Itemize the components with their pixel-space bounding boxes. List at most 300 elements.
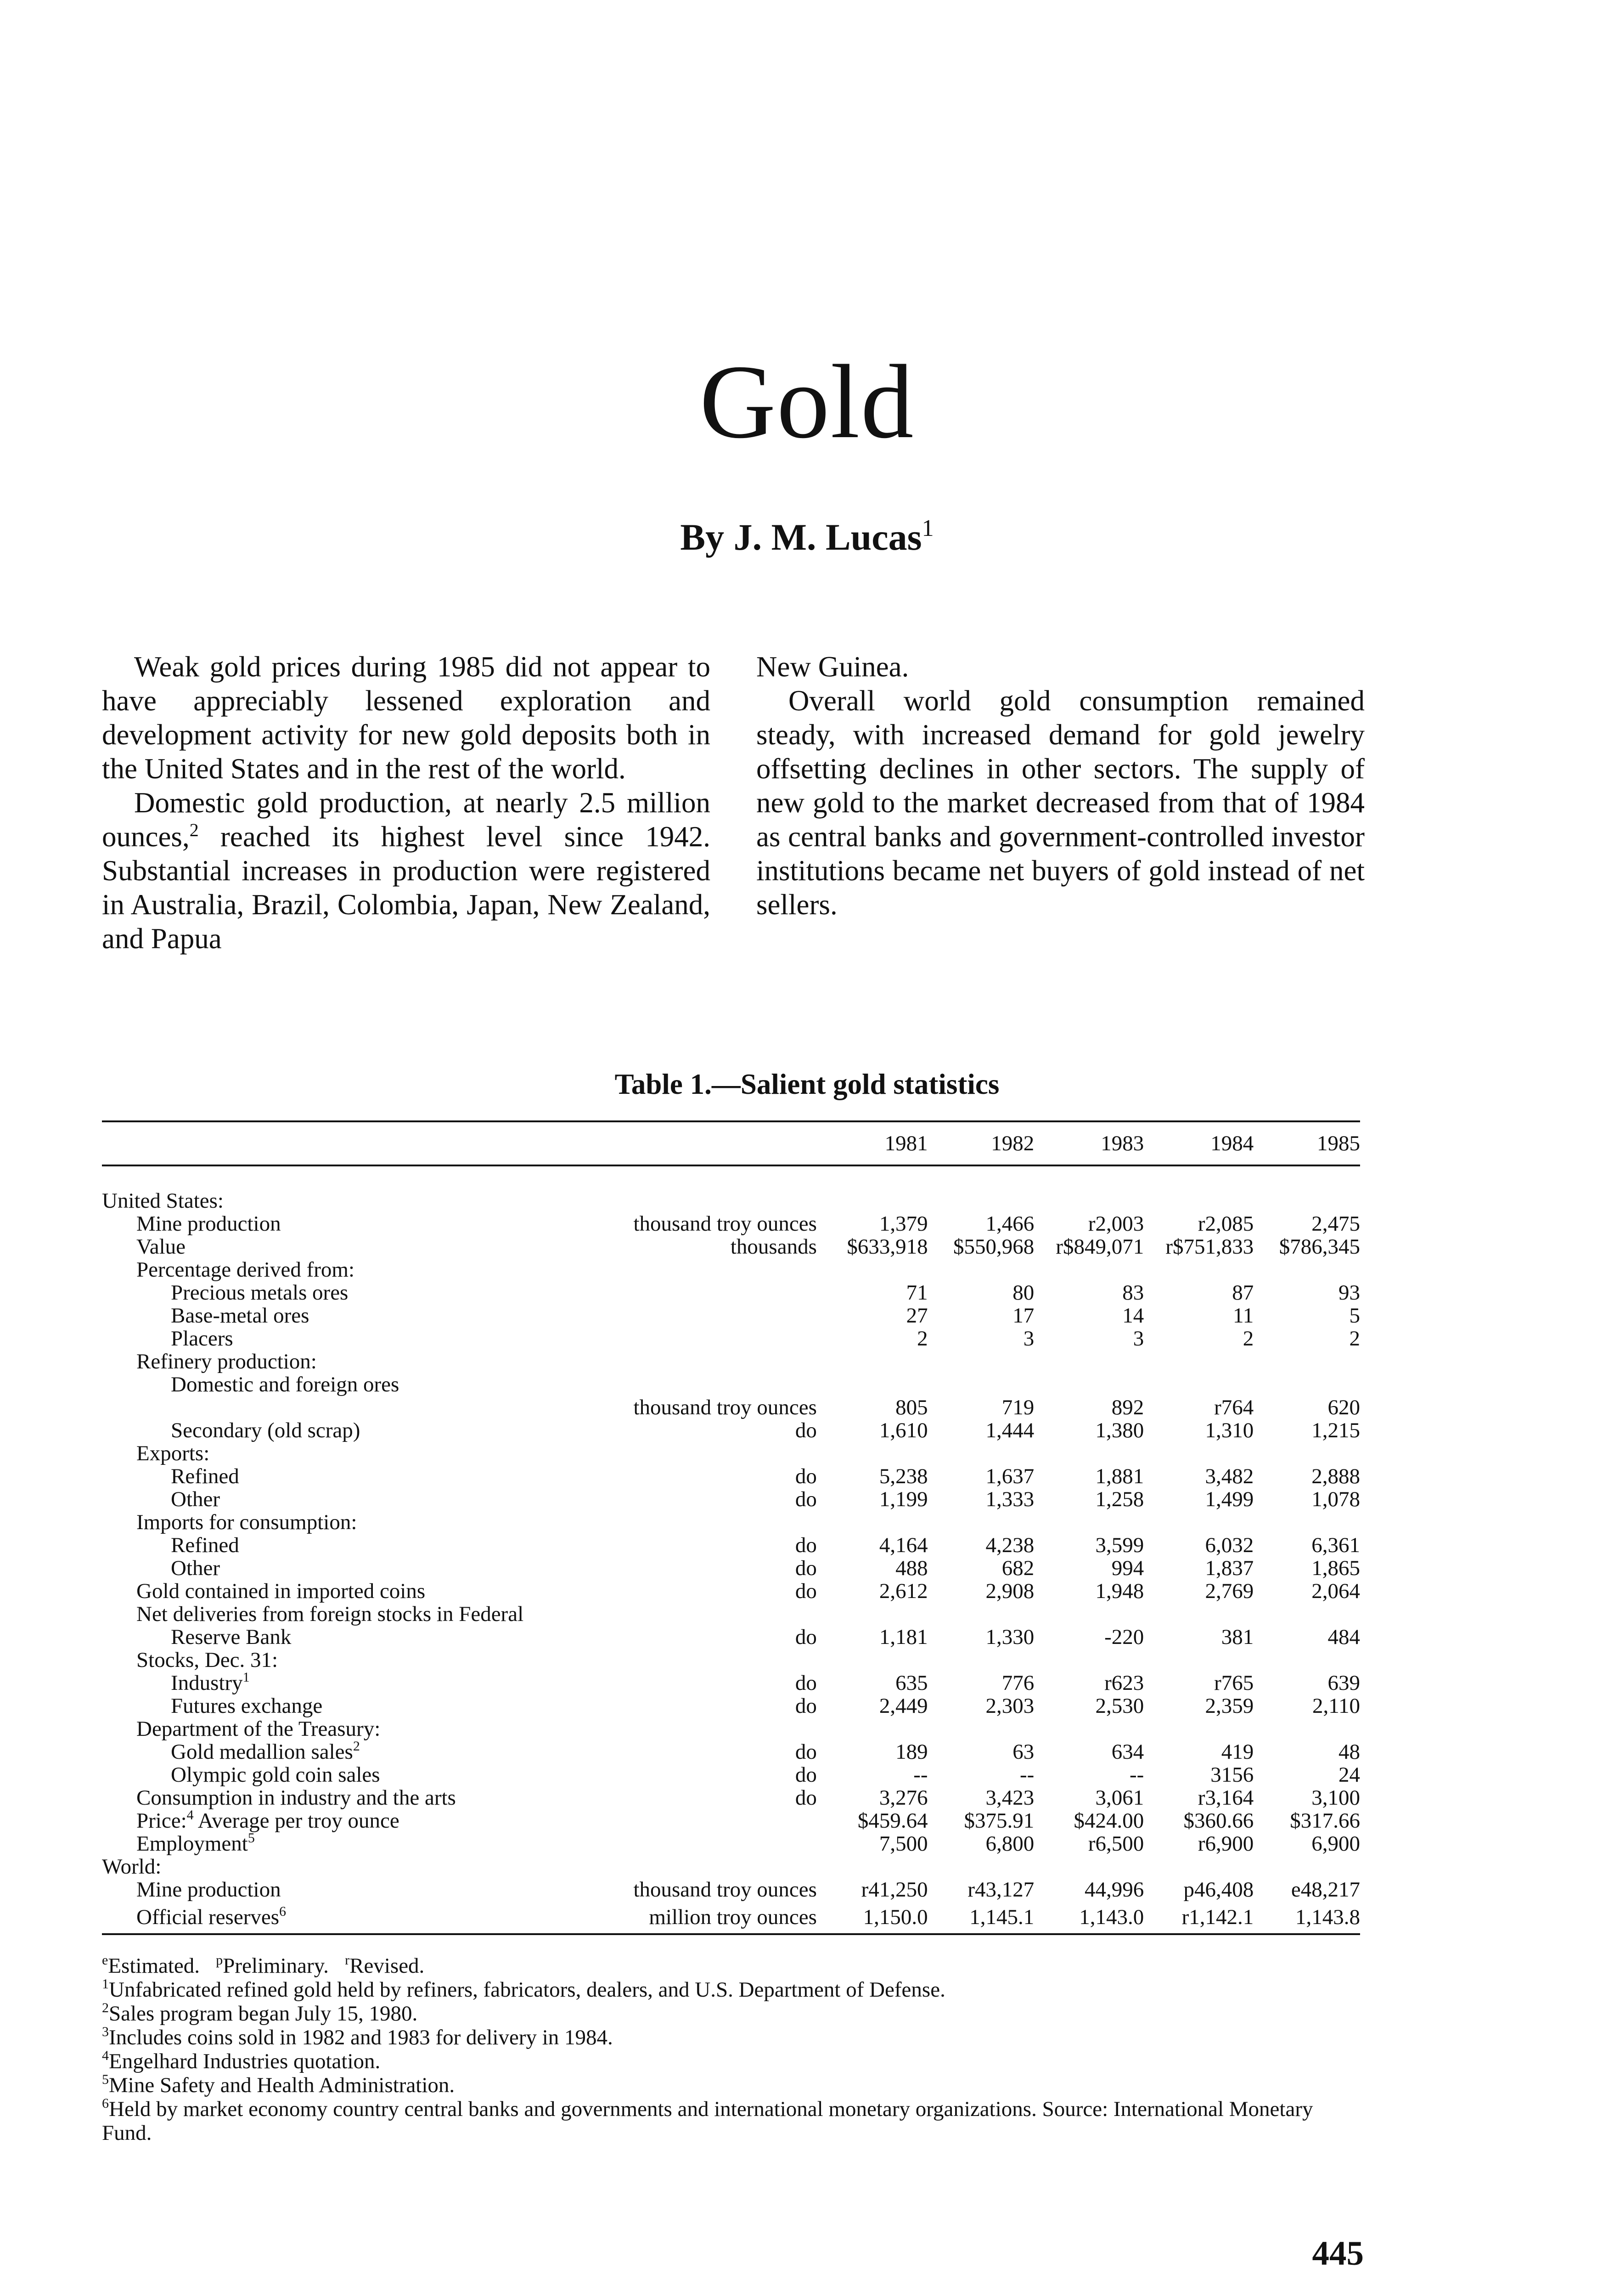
table-cell-value: 14 xyxy=(1122,1304,1144,1328)
table-row xyxy=(102,1626,1360,1649)
table-row xyxy=(102,1465,1360,1488)
footnote-legend xyxy=(102,1954,1360,1978)
table-row xyxy=(102,1281,1360,1304)
row-label-text: Exports: xyxy=(136,1442,210,1465)
row-label-text: Mine production xyxy=(136,1878,281,1901)
body-columns xyxy=(102,650,1365,1008)
table-row xyxy=(102,1694,1360,1717)
table-cell-value: $424.00 xyxy=(1074,1809,1144,1833)
row-unit: thousand troy ounces xyxy=(633,1878,817,1901)
salient-statistics-table xyxy=(102,1120,1360,1935)
table-cell-value: r1,142.1 xyxy=(1144,1901,1254,1934)
table-cell-value xyxy=(821,1603,928,1626)
page-title: Gold xyxy=(699,343,915,460)
footnote-mark: 6 xyxy=(102,2096,109,2111)
table-cell-value xyxy=(928,1717,1035,1740)
table-cell-value xyxy=(1254,1603,1360,1626)
table-cell-value: e48,217 xyxy=(1291,1878,1360,1902)
table-cell-value: 381 xyxy=(1221,1625,1254,1649)
table-cell-value: 24 xyxy=(1338,1763,1360,1787)
table-cell-value: $459.64 xyxy=(857,1809,928,1833)
row-label-text: United States: xyxy=(102,1189,224,1212)
table-cell-value xyxy=(928,1511,1035,1534)
row-label xyxy=(102,1763,821,1786)
row-label xyxy=(102,1350,821,1373)
row-label xyxy=(102,1419,821,1442)
table-cell-value: 11 xyxy=(1232,1304,1254,1328)
table-cell-value: 892 xyxy=(1111,1396,1144,1419)
table-cell-value xyxy=(1144,1258,1254,1281)
header-year: 1983 xyxy=(1034,1121,1144,1165)
table-cell-value: 1,466 xyxy=(985,1212,1035,1236)
table-cell-value: 2,303 xyxy=(985,1694,1035,1718)
row-unit: thousand troy ounces xyxy=(633,1212,817,1235)
table-cell-value: -- xyxy=(1129,1763,1144,1787)
table-cell-value: 776 xyxy=(1001,1671,1035,1695)
table-cell-value xyxy=(1254,1258,1360,1281)
row-label-text: Percentage derived from: xyxy=(136,1258,355,1281)
table-row xyxy=(102,1304,1360,1327)
table-row xyxy=(102,1671,1360,1694)
author-footnote-mark: 1 xyxy=(922,515,934,541)
table-row xyxy=(102,1534,1360,1557)
table-cell-value xyxy=(928,1165,1035,1212)
footnote xyxy=(102,2049,1360,2073)
row-label-text: Mine production xyxy=(136,1212,281,1235)
paragraph-text: Domestic gold production, at nearly 2.5 million ounces, xyxy=(102,787,710,853)
paragraph-world-consumption: Overall world gold consumption remained steady, with increased demand for gold jewelry offsetting declines in other sectors. The supply of new gold to the market decreased from that of 1984 as central banks and government-controlled investor institutions became net buyers of gold instead of net sellers. xyxy=(756,685,1365,921)
table-cell-value: 93 xyxy=(1338,1281,1360,1305)
table-cell-value: 1,637 xyxy=(985,1464,1035,1488)
row-label xyxy=(102,1603,821,1626)
footnote-mark: 2 xyxy=(102,2000,109,2015)
row-label-text: Domestic and foreign ores xyxy=(171,1373,399,1396)
row-unit: do xyxy=(795,1763,817,1786)
row-label xyxy=(102,1327,821,1350)
table-row xyxy=(102,1832,1360,1855)
table-cell-value xyxy=(821,1165,928,1212)
row-label xyxy=(102,1832,821,1855)
footnote-text: Engelhard Industries quotation. xyxy=(109,2049,381,2073)
row-label xyxy=(102,1465,821,1488)
row-label xyxy=(102,1671,821,1694)
author-name: By J. M. Lucas xyxy=(680,516,922,558)
table-cell-value: 2 xyxy=(1243,1327,1254,1351)
footnote xyxy=(102,2073,1360,2097)
table-cell-value: $786,345 xyxy=(1279,1235,1360,1259)
row-unit: million troy ounces xyxy=(649,1905,817,1929)
table-cell-value: 2,359 xyxy=(1205,1694,1254,1718)
table-cell-value: 3 xyxy=(1023,1327,1035,1351)
table-cell-value: 419 xyxy=(1221,1740,1254,1764)
row-label-text: Net deliveries from foreign stocks in Federal xyxy=(136,1603,524,1626)
table-cell-value xyxy=(928,1350,1035,1373)
table-cell-value: -- xyxy=(913,1763,928,1787)
table-cell-value: 1,330 xyxy=(985,1625,1035,1649)
table-cell-value: r765 xyxy=(1214,1671,1254,1695)
table-cell-value xyxy=(1254,1350,1360,1373)
footnotes xyxy=(102,1954,1360,2145)
row-label-text: Precious metals ores xyxy=(171,1281,349,1304)
row-footnote-mark: 2 xyxy=(353,1740,360,1754)
table-row xyxy=(102,1373,1360,1396)
row-unit: do xyxy=(795,1671,817,1694)
table-cell-value xyxy=(1254,1855,1360,1878)
table-cell-value xyxy=(1254,1649,1360,1671)
table-cell-value xyxy=(1144,1717,1254,1740)
row-label xyxy=(102,1373,821,1396)
table-cell-value xyxy=(1034,1258,1144,1281)
footnote-mark: 5 xyxy=(102,2072,109,2087)
table-cell-value: 1,865 xyxy=(1311,1556,1360,1580)
footnote-text: Mine Safety and Health Administration. xyxy=(109,2073,455,2097)
row-label-text: Gold contained in imported coins xyxy=(136,1580,426,1603)
table-cell-value: 488 xyxy=(895,1556,928,1580)
table-cell-value xyxy=(1144,1511,1254,1534)
table-cell-value: 1,145.1 xyxy=(928,1901,1035,1934)
row-label xyxy=(102,1304,821,1327)
table-cell-value: 994 xyxy=(1111,1556,1144,1580)
table-cell-value: 634 xyxy=(1111,1740,1144,1764)
table-cell-value: p46,408 xyxy=(1183,1878,1254,1902)
table-cell-value: r43,127 xyxy=(967,1878,1035,1902)
table-cell-value xyxy=(1034,1373,1144,1396)
header-year: 1982 xyxy=(928,1121,1035,1165)
footnote-legend-text: Estimated. xyxy=(108,1954,200,1978)
table-cell-value: $375.91 xyxy=(964,1809,1035,1833)
footnote-mark: 4 xyxy=(102,2048,109,2063)
table-cell-value xyxy=(1144,1373,1254,1396)
table-cell-value: r623 xyxy=(1104,1671,1144,1695)
table-cell-value: 1,181 xyxy=(879,1625,928,1649)
table-cell-value xyxy=(1254,1442,1360,1465)
row-label xyxy=(102,1626,821,1649)
page-number: 445 xyxy=(1312,2234,1364,2273)
table-cell-value: $360.66 xyxy=(1183,1809,1254,1833)
table-cell-value xyxy=(1034,1649,1144,1671)
table-cell-value: 3,482 xyxy=(1205,1464,1254,1488)
row-label xyxy=(102,1557,821,1580)
table-cell-value: 87 xyxy=(1232,1281,1254,1305)
footnote xyxy=(102,2026,1360,2049)
table-cell-value xyxy=(1034,1511,1144,1534)
row-unit: thousands xyxy=(730,1235,817,1258)
table-cell-value: r$849,071 xyxy=(1056,1235,1144,1259)
table-cell-value: 1,948 xyxy=(1095,1579,1144,1603)
table-cell-value xyxy=(1034,1350,1144,1373)
row-label xyxy=(102,1488,821,1511)
footnote-legend-mark: r xyxy=(345,1953,350,1968)
row-label xyxy=(102,1855,821,1878)
row-label xyxy=(102,1809,821,1832)
row-label xyxy=(102,1165,821,1212)
table-cell-value xyxy=(1254,1511,1360,1534)
row-label xyxy=(102,1212,821,1235)
table-body xyxy=(102,1165,1360,1934)
table-row xyxy=(102,1763,1360,1786)
table-cell-value: 3156 xyxy=(1210,1763,1254,1787)
row-label-text: Olympic gold coin sales xyxy=(171,1763,380,1786)
table-cell-value: 44,996 xyxy=(1085,1878,1144,1902)
header-year: 1981 xyxy=(821,1121,928,1165)
row-unit: do xyxy=(795,1488,817,1511)
row-label xyxy=(102,1534,821,1557)
table-header-row xyxy=(102,1121,1360,1165)
table-cell-value: 635 xyxy=(895,1671,928,1695)
table-cell-value: 2,475 xyxy=(1311,1212,1360,1236)
row-label-text: Department of the Treasury: xyxy=(136,1717,381,1740)
table-cell-value xyxy=(1144,1603,1254,1626)
row-label xyxy=(102,1580,821,1603)
table-cell-value: $317.66 xyxy=(1290,1809,1360,1833)
table-cell-value xyxy=(928,1603,1035,1626)
table-cell-value: 3,423 xyxy=(985,1786,1035,1810)
table-cell-value: 2 xyxy=(1349,1327,1360,1351)
table-cell-value: 6,032 xyxy=(1205,1533,1254,1557)
row-label-text: Other xyxy=(171,1488,220,1511)
row-unit: do xyxy=(795,1740,817,1763)
row-label xyxy=(102,1235,821,1258)
table-row xyxy=(102,1603,1360,1626)
table-cell-value: 3,100 xyxy=(1311,1786,1360,1810)
table-row xyxy=(102,1350,1360,1373)
row-label-text: Refinery production: xyxy=(136,1350,317,1373)
row-unit: do xyxy=(795,1557,817,1580)
table-cell-value: 2,064 xyxy=(1311,1579,1360,1603)
table-row xyxy=(102,1855,1360,1878)
row-unit: do xyxy=(795,1580,817,1603)
row-label xyxy=(102,1281,821,1304)
table-cell-value: 83 xyxy=(1122,1281,1144,1305)
row-unit: do xyxy=(795,1465,817,1488)
table-cell-value: r6,500 xyxy=(1088,1832,1144,1856)
row-label xyxy=(102,1511,821,1534)
row-unit: do xyxy=(795,1694,817,1717)
table-cell-value xyxy=(1254,1165,1360,1212)
row-label-text: Value xyxy=(136,1235,186,1258)
table-cell-value xyxy=(1144,1165,1254,1212)
table-row xyxy=(102,1235,1360,1258)
row-label xyxy=(102,1740,821,1763)
statistics-table xyxy=(102,1120,1360,1935)
table-row xyxy=(102,1649,1360,1671)
table-cell-value: 1,258 xyxy=(1095,1487,1144,1511)
table-title: Table 1.—Salient gold statistics xyxy=(614,1068,1000,1100)
table-cell-value: 1,215 xyxy=(1311,1418,1360,1442)
table-cell-value xyxy=(928,1373,1035,1396)
table-row xyxy=(102,1809,1360,1832)
table-cell-value: 2,110 xyxy=(1312,1694,1360,1718)
table-cell-value: r3,164 xyxy=(1198,1786,1254,1810)
table-cell-value xyxy=(821,1350,928,1373)
row-label-text: Placers xyxy=(171,1327,233,1350)
table-cell-value: r41,250 xyxy=(861,1878,928,1902)
row-footnote-mark: 6 xyxy=(279,1904,287,1919)
table-cell-value xyxy=(1254,1717,1360,1740)
row-label-text: Consumption in industry and the arts xyxy=(136,1786,456,1809)
table-cell-value: 3,276 xyxy=(879,1786,928,1810)
right-column xyxy=(756,650,1365,1008)
table-cell-value: 6,800 xyxy=(985,1832,1035,1856)
table-cell-value: r764 xyxy=(1214,1396,1254,1419)
table-row xyxy=(102,1165,1360,1212)
table-row xyxy=(102,1901,1360,1934)
table-cell-value: 80 xyxy=(1012,1281,1035,1305)
table-cell-value xyxy=(928,1855,1035,1878)
table-cell-value: 1,199 xyxy=(879,1487,928,1511)
left-column xyxy=(102,650,710,1008)
table-cell-value: 620 xyxy=(1327,1396,1360,1419)
paragraph-domestic-production xyxy=(102,786,710,956)
table-cell-value xyxy=(928,1258,1035,1281)
table-cell-value: 1,333 xyxy=(985,1487,1035,1511)
table-cell-value xyxy=(1034,1442,1144,1465)
table-row xyxy=(102,1327,1360,1350)
row-label xyxy=(102,1442,821,1465)
row-footnote-mark: 5 xyxy=(247,1832,255,1846)
table-cell-value xyxy=(928,1442,1035,1465)
row-footnote-mark: 1 xyxy=(242,1671,250,1685)
row-label-text: Imports for consumption: xyxy=(136,1511,357,1534)
table-cell-value: 17 xyxy=(1012,1304,1035,1328)
footnote xyxy=(102,2002,1360,2026)
row-unit: do xyxy=(795,1534,817,1557)
table-cell-value: 1,837 xyxy=(1205,1556,1254,1580)
footnote-mark: 1 xyxy=(102,1976,109,1992)
table-cell-value: 484 xyxy=(1327,1625,1360,1649)
byline xyxy=(0,517,1614,556)
footnote-legend-text: Preliminary. xyxy=(223,1954,329,1978)
table-cell-value: r$751,833 xyxy=(1165,1235,1254,1259)
table-cell-value: 1,499 xyxy=(1205,1487,1254,1511)
table-row xyxy=(102,1740,1360,1763)
table-row xyxy=(102,1878,1360,1901)
table-cell-value: 2,612 xyxy=(879,1579,928,1603)
footnote-text: Held by market economy country central banks and governments and international monetary organizations. Source: International Monetary Fund. xyxy=(102,2097,1313,2145)
table-cell-value: 2,769 xyxy=(1205,1579,1254,1603)
row-label-text: Official reserves xyxy=(136,1905,280,1929)
footnote-mark: 2 xyxy=(189,820,199,840)
header-year: 1985 xyxy=(1254,1121,1360,1165)
row-label-text: Stocks, Dec. 31: xyxy=(136,1649,278,1671)
table-row xyxy=(102,1442,1360,1465)
row-label xyxy=(102,1258,821,1281)
table-cell-value: 2,530 xyxy=(1095,1694,1144,1718)
row-label-text: Futures exchange xyxy=(171,1694,323,1717)
footnote-text: Includes coins sold in 1982 and 1983 for delivery in 1984. xyxy=(109,2026,613,2049)
table-cell-value: 6,900 xyxy=(1311,1832,1360,1856)
paragraph-continued: New Guinea. xyxy=(756,651,909,683)
table-cell-value: 6,361 xyxy=(1311,1533,1360,1557)
table-cell-value: 1,150.0 xyxy=(821,1901,928,1934)
table-cell-value: 1,379 xyxy=(879,1212,928,1236)
table-cell-value: 189 xyxy=(895,1740,928,1764)
table-cell-value: 1,078 xyxy=(1311,1487,1360,1511)
row-label-text: Refined xyxy=(171,1534,239,1557)
table-row xyxy=(102,1488,1360,1511)
footnote-legend-mark: e xyxy=(102,1953,108,1968)
row-label-text: Average per troy ounce xyxy=(193,1809,399,1832)
row-footnote-mark: 4 xyxy=(186,1809,194,1823)
table-row xyxy=(102,1557,1360,1580)
footnote-legend-text: Revised. xyxy=(349,1954,425,1978)
table-cell-value: 4,164 xyxy=(879,1533,928,1557)
table-row xyxy=(102,1396,1360,1419)
row-label-text: Gold medallion sales xyxy=(171,1740,353,1763)
table-cell-value: 3,599 xyxy=(1095,1533,1144,1557)
table-cell-value: 1,881 xyxy=(1095,1464,1144,1488)
row-label-text: Refined xyxy=(171,1465,239,1488)
table-cell-value: $633,918 xyxy=(847,1235,928,1259)
row-label xyxy=(102,1717,821,1740)
header-year: 1984 xyxy=(1144,1121,1254,1165)
footnote xyxy=(102,2097,1360,2145)
table-cell-value: 2,449 xyxy=(879,1694,928,1718)
table-cell-value: 805 xyxy=(895,1396,928,1419)
row-label-text: Reserve Bank xyxy=(171,1626,292,1649)
table-cell-value: 2,908 xyxy=(985,1579,1035,1603)
table-cell-value xyxy=(1144,1350,1254,1373)
table-cell-value: r6,900 xyxy=(1198,1832,1254,1856)
table-cell-value: 1,143.0 xyxy=(1034,1901,1144,1934)
table-cell-value xyxy=(928,1649,1035,1671)
table-cell-value xyxy=(821,1442,928,1465)
paragraph-exploration: Weak gold prices during 1985 did not appear to have appreciably lessened exploration and development activity for new gold deposits both in the United States and in the rest of the world. xyxy=(102,651,710,785)
table-cell-value: 1,610 xyxy=(879,1418,928,1442)
table-row xyxy=(102,1580,1360,1603)
header-label-cell xyxy=(102,1121,821,1165)
footnote xyxy=(102,1978,1360,2002)
table-cell-value: 71 xyxy=(906,1281,928,1305)
table-cell-value xyxy=(1034,1717,1144,1740)
row-label xyxy=(102,1649,821,1671)
table-cell-value: r2,003 xyxy=(1088,1212,1144,1236)
row-label-text: Base-metal ores xyxy=(171,1304,309,1327)
row-label xyxy=(102,1878,821,1901)
table-cell-value: -- xyxy=(1019,1763,1035,1787)
row-label-text: Other xyxy=(171,1557,220,1580)
table-cell-value xyxy=(1144,1442,1254,1465)
table-cell-value: $550,968 xyxy=(953,1235,1035,1259)
row-label-text: World: xyxy=(102,1855,162,1878)
row-label xyxy=(102,1694,821,1717)
table-cell-value xyxy=(821,1373,928,1396)
table-cell-value xyxy=(821,1511,928,1534)
table-cell-value xyxy=(821,1258,928,1281)
table-cell-value: 63 xyxy=(1012,1740,1035,1764)
table-row xyxy=(102,1717,1360,1740)
table-row xyxy=(102,1419,1360,1442)
table-row xyxy=(102,1258,1360,1281)
table-row xyxy=(102,1786,1360,1809)
table-row xyxy=(102,1511,1360,1534)
table-cell-value: 1,380 xyxy=(1095,1418,1144,1442)
row-label xyxy=(102,1396,821,1419)
table-cell-value: 27 xyxy=(906,1304,928,1328)
row-label-text: Secondary (old scrap) xyxy=(171,1419,360,1442)
table-cell-value: 5,238 xyxy=(879,1464,928,1488)
row-label-text: Employment xyxy=(136,1832,248,1855)
footnote-text: Sales program began July 15, 1980. xyxy=(109,2002,418,2026)
table-cell-value: 682 xyxy=(1001,1556,1035,1580)
row-unit: thousand troy ounces xyxy=(633,1396,817,1419)
table-cell-value: 4,238 xyxy=(985,1533,1035,1557)
row-label xyxy=(102,1901,821,1934)
table-cell-value xyxy=(1034,1855,1144,1878)
table-cell-value xyxy=(1144,1855,1254,1878)
table-cell-value: 1,143.8 xyxy=(1254,1901,1360,1934)
table-cell-value: r2,085 xyxy=(1198,1212,1254,1236)
